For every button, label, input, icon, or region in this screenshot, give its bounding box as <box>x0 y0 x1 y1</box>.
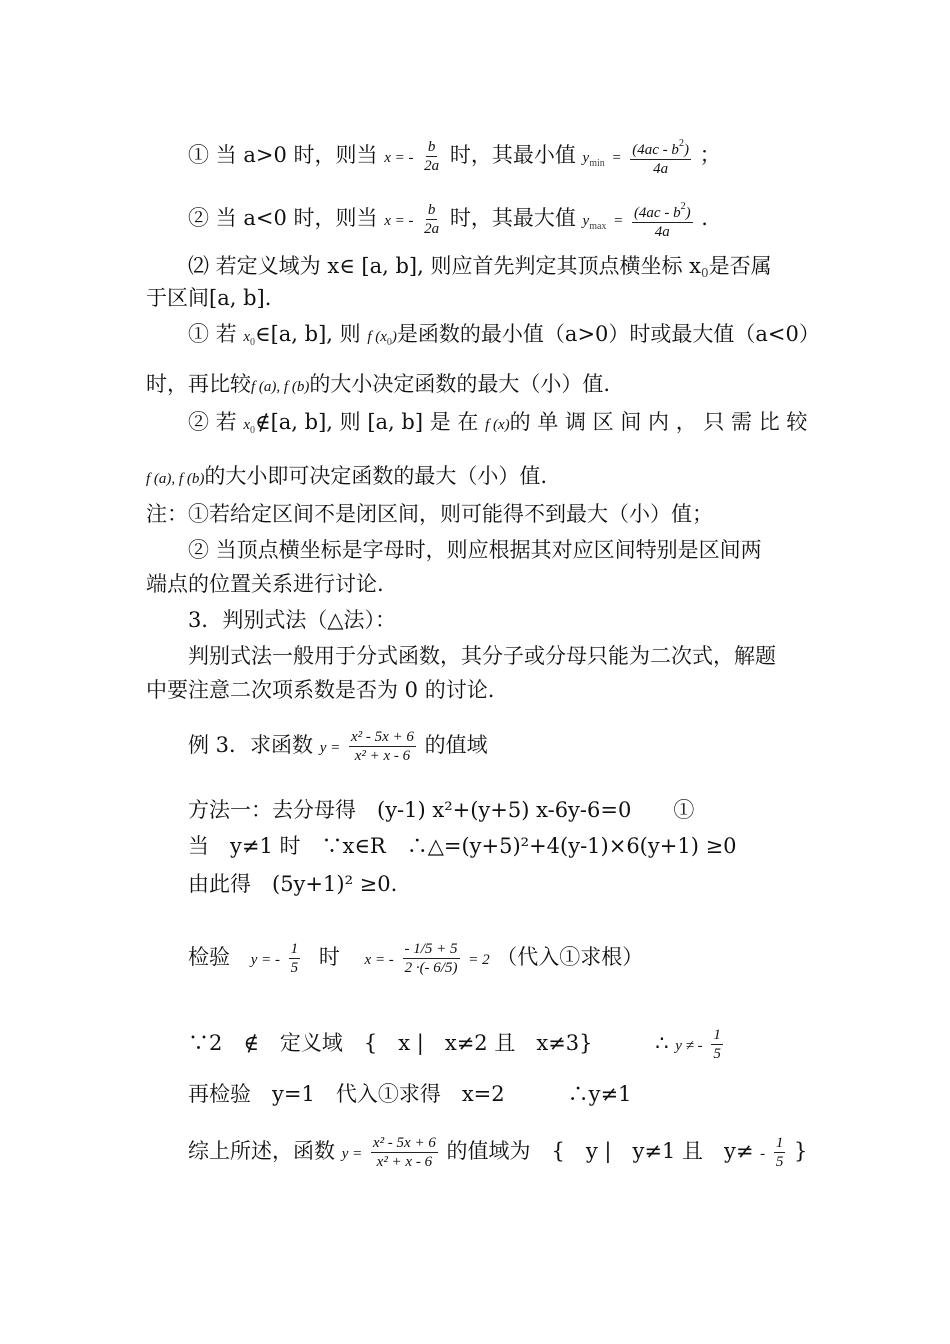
vertex-x-expr: x = - <box>384 213 414 229</box>
monotonic-interval-line: f (a), f (b)的大小即可决定函数的最大（小）值. <box>146 464 548 488</box>
b-over-2a-fraction: $\frac{b}{2a}$ <box>424 202 440 237</box>
note-line-3: 端点的位置关系进行讨论. <box>146 572 384 596</box>
example-3-line: 例 3．求函数 y = $\frac{\text{x² - 5x + 6}}{\text{x² + x - 6}}$ 的值域 <box>188 729 488 764</box>
recheck-line: 再检验 y=1 代入①求得 x=2 ∴y≠1 <box>188 1082 632 1106</box>
max-value-fraction: $\frac{(4ac - b^2)}{4a}$ <box>632 198 693 241</box>
case-a-negative-text: ② 当 a<0 时，则当 <box>188 206 378 230</box>
period: . <box>701 206 708 230</box>
equals-sign: = <box>613 213 624 229</box>
note-line-1: 注：①若给定区间不是闭区间，则可能得不到最大（小）值； <box>146 502 713 526</box>
discriminant-para-1: 判别式法一般用于分式函数，其分子或分母只能为二次式，解题 <box>188 644 776 668</box>
method-one-line: 方法一：去分母得 (y-1) x²+(y+5) x-6y-6=0 ① <box>188 798 695 822</box>
y-max-symbol: $y_{max}$ <box>582 213 607 232</box>
equals-sign: = <box>611 150 622 166</box>
note-line-2: ② 当顶点横坐标是字母时，则应根据其对应区间特别是区间两 <box>188 538 762 562</box>
min-value-fraction: $\frac{(4ac - b^2)}{4a}$ <box>630 135 691 178</box>
domain-interval-para-cont: 于区间[a, b]. <box>146 286 272 310</box>
semicolon: ； <box>699 143 721 167</box>
b-over-2a-fraction: $\frac{b}{2a}$ <box>424 139 440 174</box>
y-min-symbol: $y_{min}$ <box>582 150 605 169</box>
conclusion-line: 综上所述，函数 y = $\frac{\text{x² - 5x + 6}}{\text{x² + x - 6}}$ 的值域为 { y | y≠1 且 y≠ - $\frac{1}{5}$ } <box>188 1135 808 1170</box>
check-line: 检验 y = - $\frac{1}{5}$ 时 x = - $\frac{- 1/5 + 5}{2 \cdot(- 6/5)}$ = 2 （代入①求根） <box>188 941 644 976</box>
max-value-text: 时，其最大值 <box>449 206 576 230</box>
case-a-negative-line <box>188 198 708 241</box>
compare-endpoints-line: 时，再比较f (a), f (b)的大小决定函数的最大（小）值. <box>146 372 611 396</box>
discriminant-para-2: 中要注意二次项系数是否为 0 的讨论. <box>146 678 495 702</box>
result-line: 由此得 (5y+1)² ≥0. <box>188 872 398 896</box>
vertex-in-interval-line: ① 若 $x_0\in[a$, b], 则 f $(x_0)$是函数的最小值（a>0）时或最大值（a<0） <box>188 322 820 348</box>
section-heading-discriminant: 3．判别式法（△法）： <box>188 608 397 632</box>
discriminant-condition-line: 当 y≠1 时 ∵x∈R ∴△=(y+5)²+4(y-1)×6(y+1) ≥0 <box>188 834 737 858</box>
min-value-text: 时，其最小值 <box>449 143 576 167</box>
case-a-positive-line <box>188 135 721 178</box>
vertex-x-expr: x = - <box>384 150 414 166</box>
case-a-positive-text: ① 当 a>0 时，则当 <box>188 143 378 167</box>
domain-check-line: ∵2 ∉ 定义域 { x | x≠2 且 x≠3} ∴ y ≠ - $\frac{1}{5}$ <box>188 1027 721 1062</box>
domain-interval-para: ⑵ 若定义域为 x∈ [a, b], 则应首先判定其顶点横坐标 $x_0$是否属 <box>188 254 772 280</box>
vertex-not-in-interval-line: ② 若 $x_0\notin[a$, b], 则 [a, b] 是 在 f (x)的 单 调 区 间 内 ， 只 需 比 较 <box>188 410 808 436</box>
